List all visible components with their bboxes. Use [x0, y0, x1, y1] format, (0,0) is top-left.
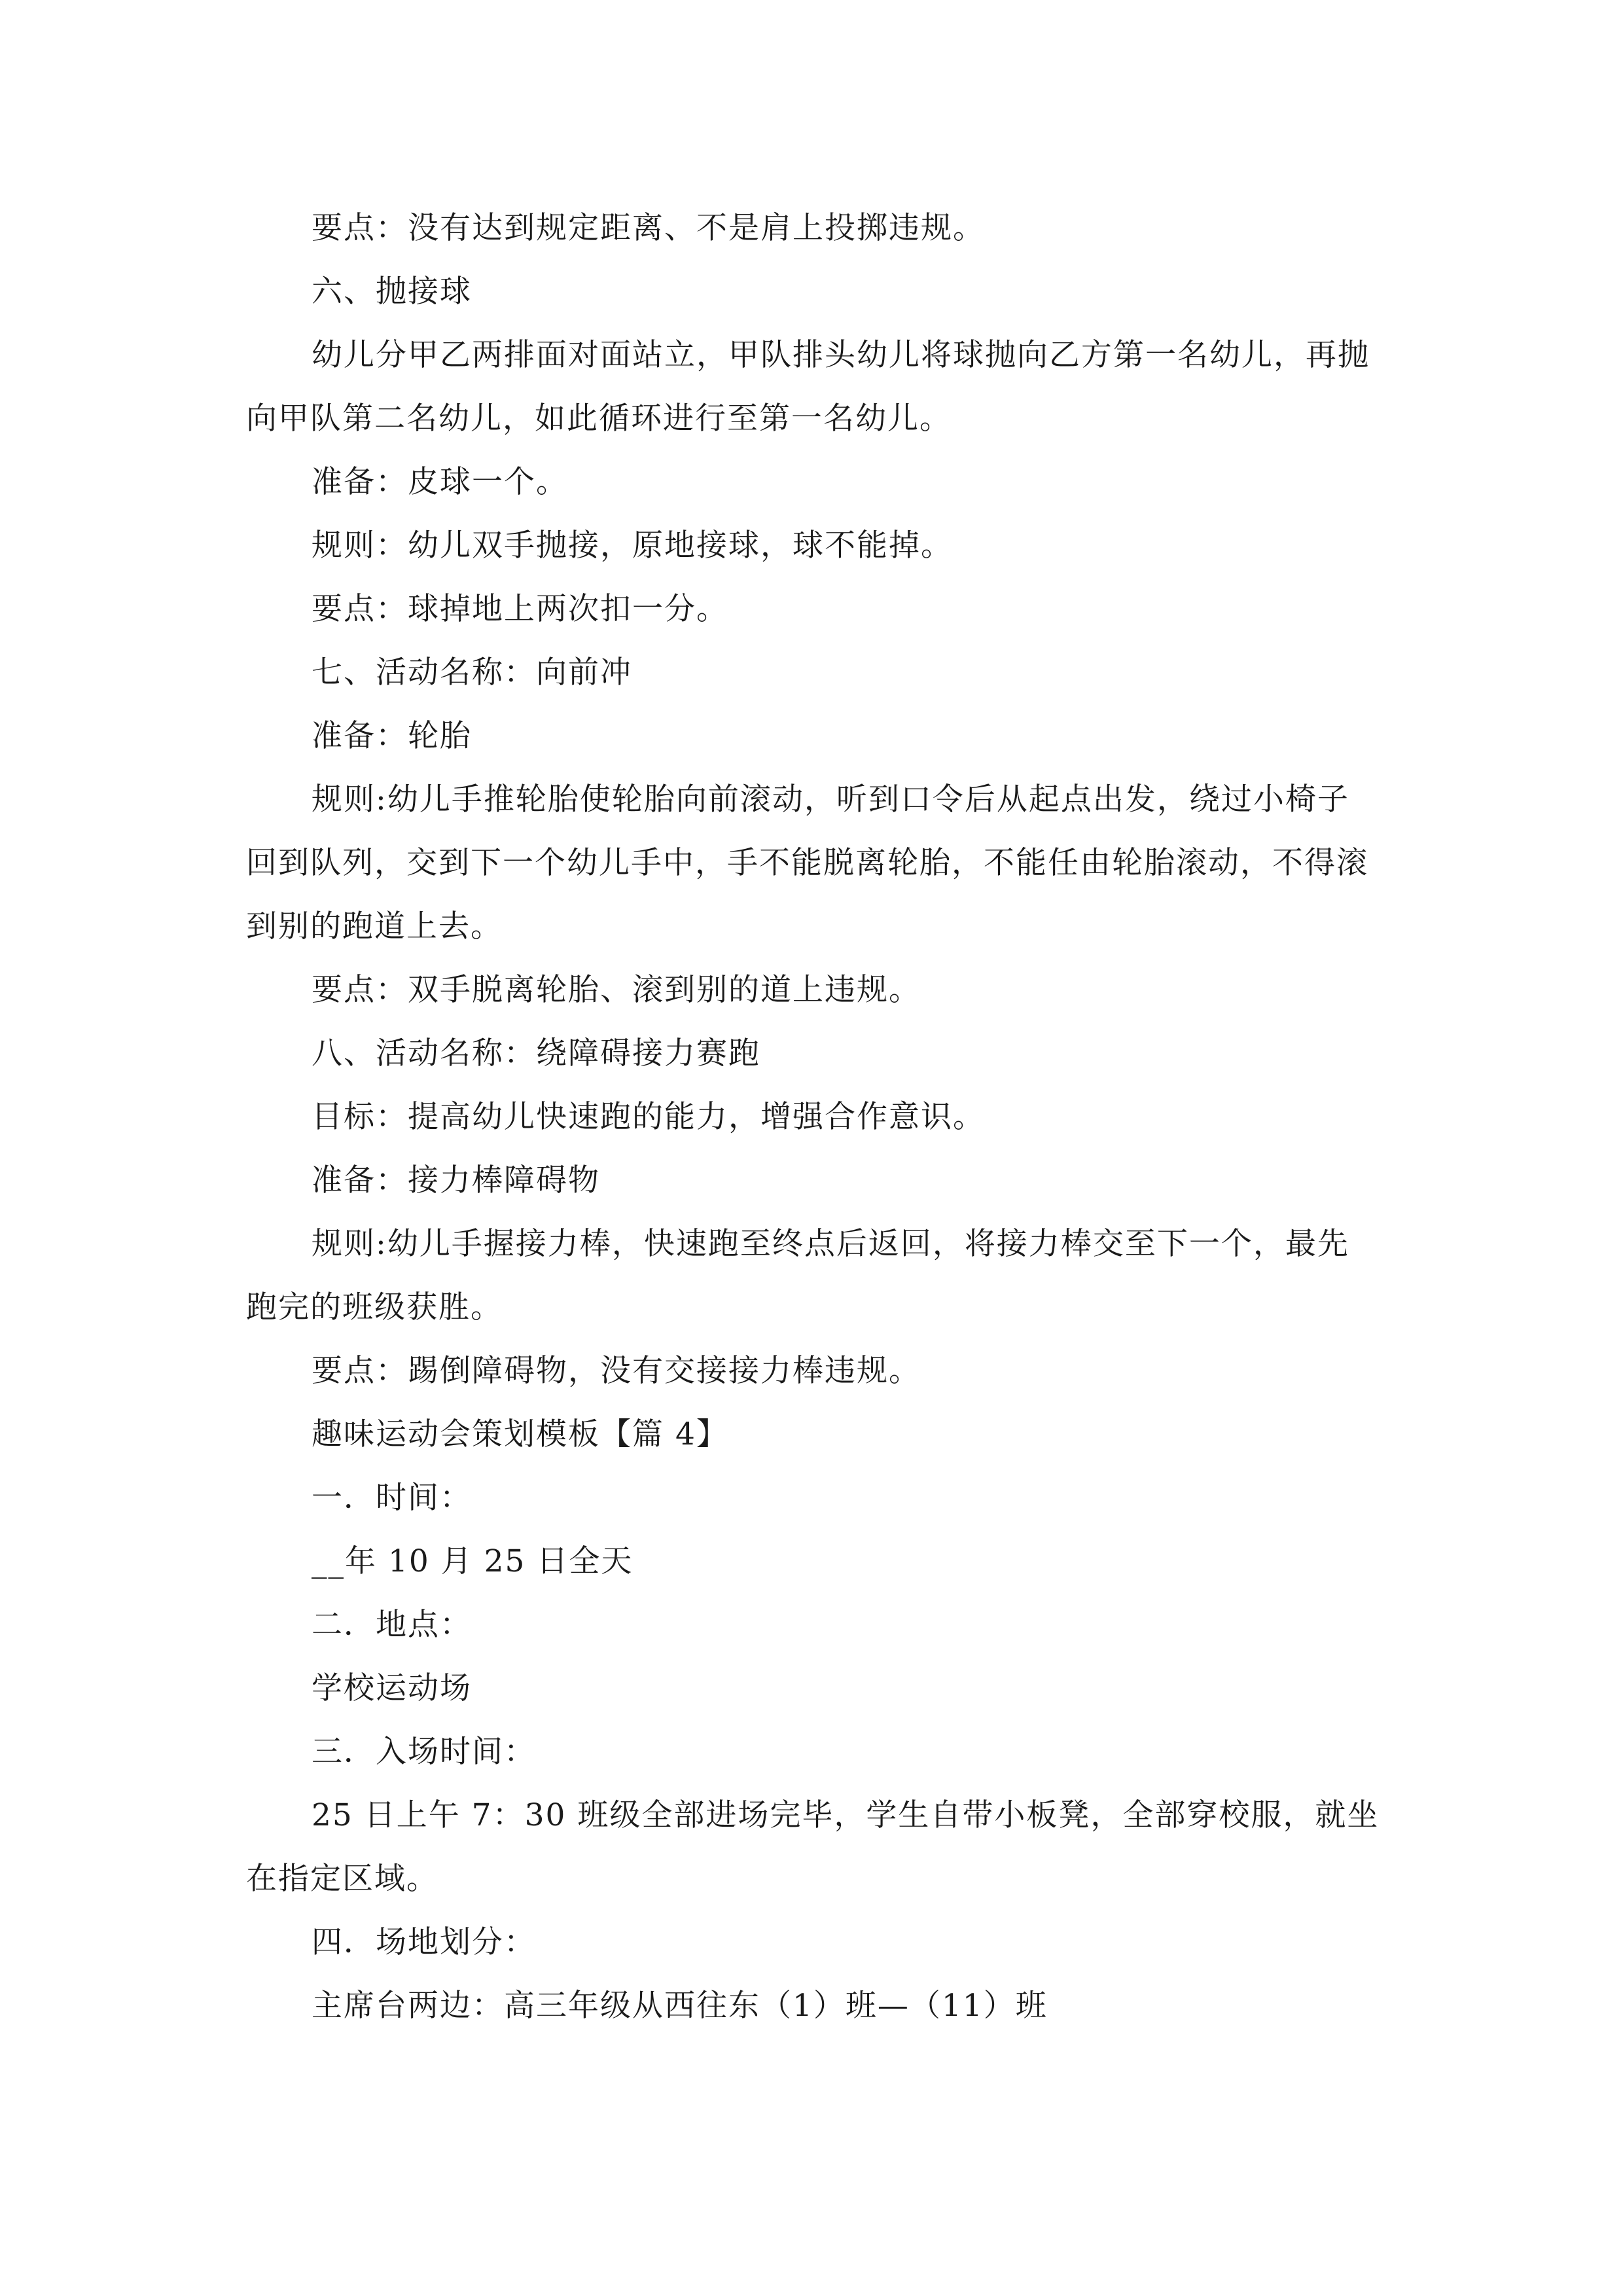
paragraph-line: __年 10 月 25 日全天 — [312, 1543, 633, 1579]
paragraph-line: 规则:幼儿手推轮胎使轮胎向前滚动，听到口令后从起点出发，绕过小椅子 — [312, 781, 1349, 817]
paragraph-line: 跑完的班级获胜。 — [246, 1289, 503, 1325]
document-body — [246, 196, 1378, 2037]
paragraph-line: 向甲队第二名幼儿，如此循环进行至第一名幼儿。 — [246, 401, 952, 437]
section-heading: 一．时间： — [312, 1480, 472, 1516]
section-heading: 四．场地划分： — [312, 1924, 536, 1960]
paragraph-line: 准备：轮胎 — [312, 718, 472, 754]
section-heading: 七、活动名称：向前冲 — [312, 655, 632, 691]
document-title: 趣味运动会策划模板【篇 4】 — [312, 1416, 728, 1452]
paragraph-line: 要点：球掉地上两次扣一分。 — [312, 591, 728, 627]
paragraph-line: 准备：皮球一个。 — [312, 464, 568, 500]
paragraph-line: 在指定区域。 — [246, 1861, 438, 1897]
paragraph-line: 要点：踢倒障碍物，没有交接接力棒违规。 — [312, 1353, 921, 1389]
section-heading: 八、活动名称：绕障碍接力赛跑 — [312, 1035, 760, 1071]
paragraph-line: 要点：双手脱离轮胎、滚到别的道上违规。 — [312, 972, 921, 1008]
paragraph-line: 主席台两边：高三年级从西往东（1）班—（11）班 — [312, 1988, 1048, 2024]
paragraph-line: 学校运动场 — [312, 1670, 472, 1706]
paragraph-line: 25 日上午 7：30 班级全部进场完毕，学生自带小板凳，全部穿校服，就坐 — [312, 1797, 1380, 1833]
paragraph-line: 回到队列，交到下一个幼儿手中，手不能脱离轮胎，不能任由轮胎滚动，不得滚 — [246, 845, 1368, 881]
paragraph-line: 到别的跑道上去。 — [246, 908, 503, 944]
paragraph-line: 准备：接力棒障碍物 — [312, 1162, 600, 1198]
section-heading: 三．入场时间： — [312, 1734, 536, 1770]
section-heading: 二．地点： — [312, 1607, 472, 1643]
paragraph-line: 规则:幼儿手握接力棒，快速跑至终点后返回，将接力棒交至下一个，最先 — [312, 1226, 1349, 1262]
paragraph-line: 规则：幼儿双手抛接，原地接球，球不能掉。 — [312, 528, 953, 564]
section-heading: 六、抛接球 — [312, 274, 472, 310]
paragraph-line: 幼儿分甲乙两排面对面站立，甲队排头幼儿将球抛向乙方第一名幼儿，再抛 — [312, 337, 1370, 373]
paragraph-line: 要点：没有达到规定距离、不是肩上投掷违规。 — [312, 210, 985, 246]
paragraph-line: 目标：提高幼儿快速跑的能力，增强合作意识。 — [312, 1099, 985, 1135]
